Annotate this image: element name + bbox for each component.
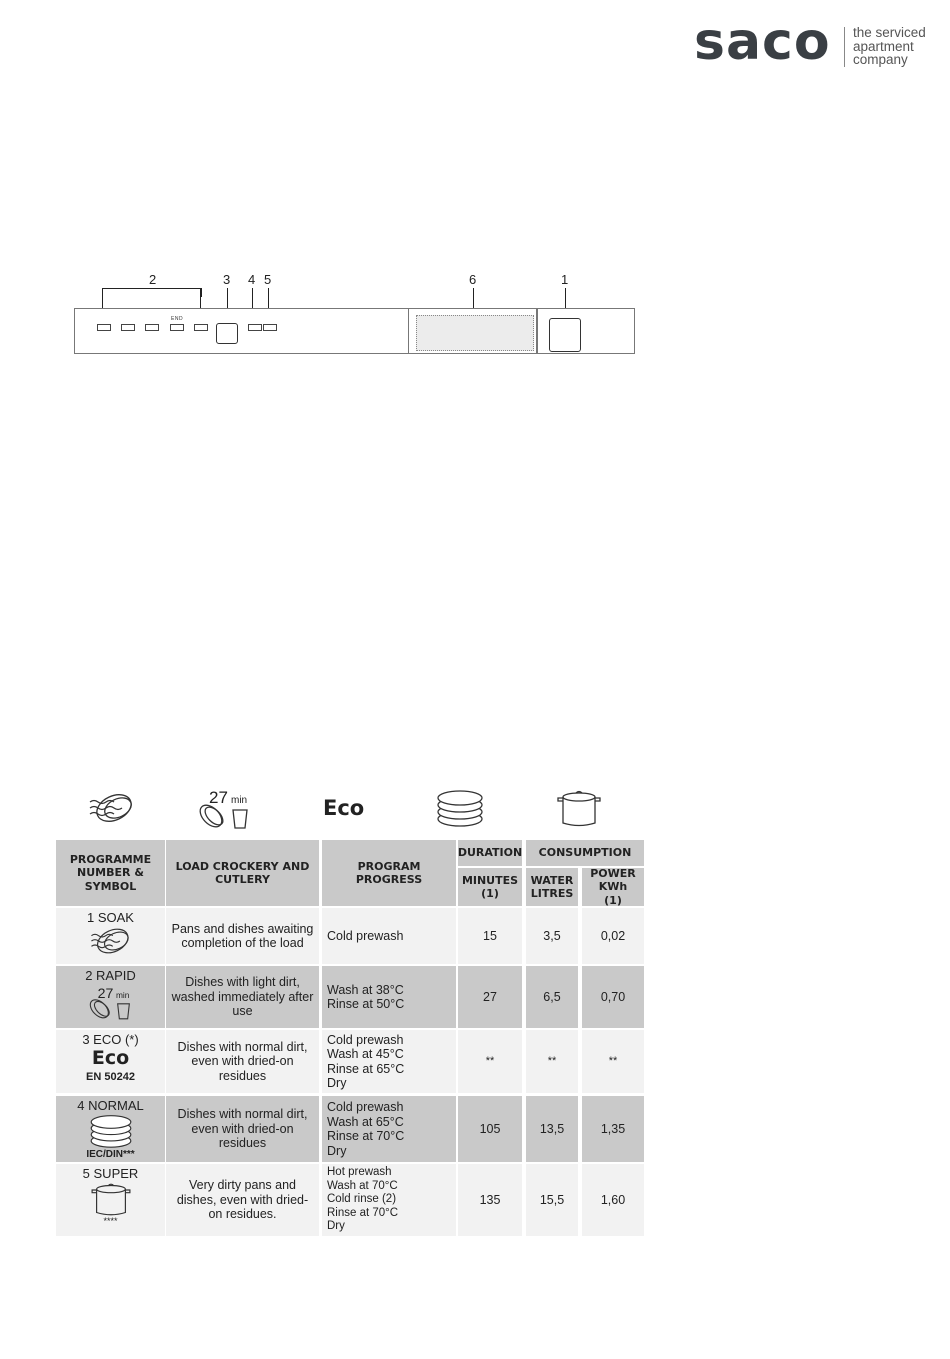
eco-icon: Eco [323,796,365,820]
header-progress: PROGRAM PROGRESS [322,840,456,906]
row-super-minutes: 135 [458,1164,522,1236]
row-normal-water: 13,5 [526,1096,578,1162]
row-super-load: Very dirty pans and dishes, even with dried-on residues. [166,1164,319,1236]
row-rapid-power: 0,70 [582,966,644,1028]
soak-icon [88,925,134,957]
standard-label: **** [103,1216,118,1226]
display-window [416,315,534,351]
eco-icon: Eco [91,1047,130,1069]
row-eco-minutes: ** [458,1030,522,1093]
panel-left-section [74,308,409,354]
row-eco-load: Dishes with normal dirt, even with dried-on residues [166,1030,319,1093]
svg-text:27: 27 [97,986,113,1002]
row-super-programme: 5 SUPER **** [56,1164,165,1236]
header-duration: DURATION [458,840,522,866]
callout-6: 6 [469,272,477,287]
row-eco-power: ** [582,1030,644,1093]
callout-5: 5 [264,272,272,287]
programme-led-1 [97,324,111,331]
control-panel-diagram [70,265,640,360]
row-normal-minutes: 105 [458,1096,522,1162]
row-super-progress: Hot prewash Wash at 70°C Cold rinse (2) Rinse at 70°C Dry [322,1164,456,1236]
callout-2: 2 [149,272,157,287]
programme-table [56,840,646,1238]
svg-text:min: min [115,990,129,1000]
programme-led-2 [121,324,135,331]
soak-icon [88,790,136,826]
callout-4: 4 [248,272,256,287]
row-soak-load: Pans and dishes awaiting completion of the load [166,908,319,964]
rapid-27min-icon [86,983,136,1023]
logo-tagline: the serviced apartment company [853,25,926,67]
row-soak-water: 3,5 [526,908,578,964]
programme-button[interactable] [216,323,238,344]
logo-separator [844,27,845,67]
row-soak-minutes: 15 [458,908,522,964]
programme-led-4 [170,324,184,331]
header-consumption: CONSUMPTION [526,840,644,866]
programme-led-3 [145,324,159,331]
row-normal-programme: 4 NORMAL IEC/DIN*** [56,1096,165,1162]
callout-3: 3 [223,272,231,287]
logo-wordmark: saco [694,12,831,72]
row-eco-progress: Cold prewash Wash at 45°C Rinse at 65°C Dry [322,1030,456,1093]
callout-1: 1 [561,272,569,287]
row-soak-power: 0,02 [582,908,644,964]
row-soak-programme: 1 SOAK [56,908,165,964]
row-eco-water: ** [526,1030,578,1093]
normal-plates-icon [87,1113,135,1149]
row-rapid-minutes: 27 [458,966,522,1028]
row-eco-programme: 3 ECO (*) Eco EN 50242 [56,1030,165,1093]
row-rapid-water: 6,5 [526,966,578,1028]
row-soak-progress: Cold prewash [322,908,456,964]
power-button[interactable] [549,318,581,352]
header-power: POWER KWh (1) [582,868,644,906]
row-rapid-programme: 2 RAPID 27 min [56,966,165,1028]
normal-plates-icon [435,788,485,828]
end-label: END [171,316,184,322]
rapid-27min-icon [195,786,255,832]
super-pot-icon [89,1181,133,1217]
saco-logo [694,12,944,72]
bracket-2 [102,288,202,297]
header-programme: PROGRAMME NUMBER & SYMBOL [56,840,165,906]
svg-text:min: min [231,795,248,806]
row-normal-progress: Cold prewash Wash at 65°C Rinse at 70°C Dry [322,1096,456,1162]
standard-label: EN 50242 [86,1071,135,1083]
header-load: LOAD CROCKERY AND CUTLERY [166,840,319,906]
row-normal-power: 1,35 [582,1096,644,1162]
row-rapid-load: Dishes with light dirt, washed immediately after use [166,966,319,1028]
header-minutes: MINUTES (1) [458,868,522,906]
row-super-water: 15,5 [526,1164,578,1236]
indicator-led-5 [263,324,277,331]
standard-label: IEC/DIN*** [86,1149,135,1160]
row-normal-load: Dishes with normal dirt, even with dried-on residues [166,1096,319,1162]
row-rapid-progress: Wash at 38°C Rinse at 50°C [322,966,456,1028]
row-super-power: 1,60 [582,1164,644,1236]
super-pot-icon [555,788,603,828]
header-water: WATER LITRES [526,868,578,906]
indicator-led-4 [248,324,262,331]
programme-led-5 [194,324,208,331]
svg-text:27: 27 [209,788,228,807]
